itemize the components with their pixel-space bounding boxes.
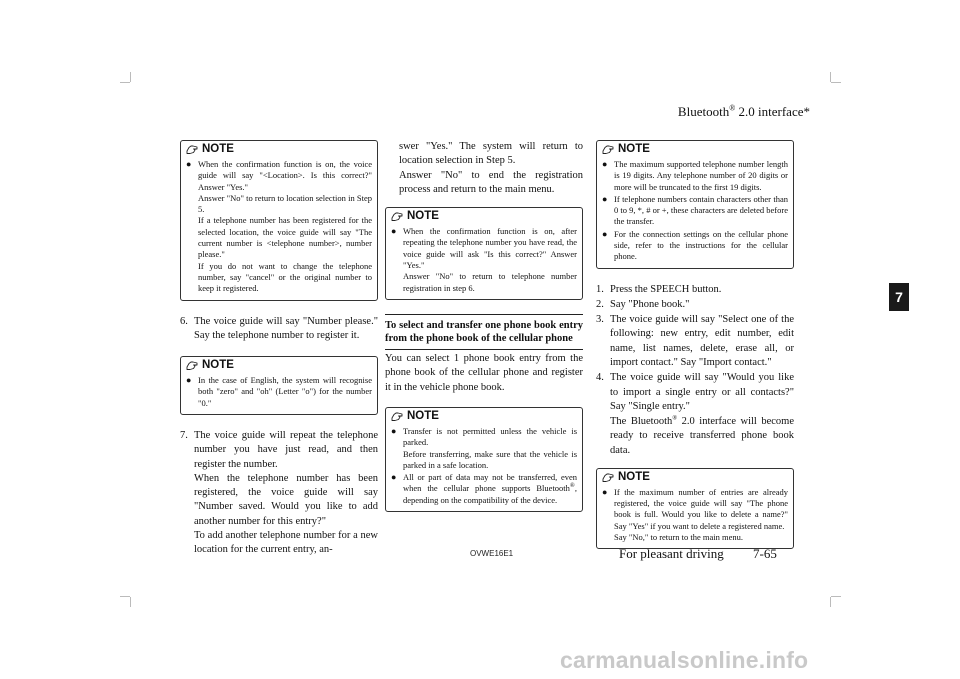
bullet-icon: ● [602,193,608,204]
step-number: 6. [180,315,188,327]
pointing-hand-icon [602,144,614,155]
note-title: NOTE [202,358,234,371]
note-text: For the connection settings on the cellular phone side, refer to the instructions for the cellular phone. [614,228,788,262]
note-text: Answer "No" to return to location selection in Step 5. [198,192,372,215]
pointing-hand-icon [391,411,403,422]
note-header [391,408,577,425]
note-title: NOTE [407,409,439,422]
note-title: NOTE [202,142,234,155]
step-6 [180,315,378,344]
note-title: NOTE [618,142,650,155]
bullet-icon: ● [602,159,608,169]
note-text: If you do not want to change the telephone number, say "cancel" or the original number to keep it registered. [198,260,372,294]
crop-mark [120,596,130,597]
bullet-icon: ● [391,472,397,483]
note-header [186,141,372,158]
note-title: NOTE [618,470,650,483]
note-text: When the confirmation function is on, the voice guide will say "<Location>. Is this correct?" Answer "Yes." [198,159,372,192]
note-header [186,357,372,374]
note-text: Say "No," to return to the main menu. [614,532,743,543]
step-text: The Bluetooth® 2.0 interface will become ready to receive transferred phone book data. [610,414,794,456]
chapter-tab: 7 [889,283,909,311]
note-box [596,140,794,269]
column-3 [596,140,794,563]
crop-mark [831,596,841,597]
step-4-continued [596,415,794,458]
crop-mark [830,597,831,607]
note-text: If the maximum number of entries are already registered, the voice guide will say "The phone book is full. Would you like to delete a name?" Say "Yes" if you want to delete a registered name. [614,486,788,531]
crop-mark [120,82,130,83]
note-box [180,140,378,301]
continued-step [385,140,583,197]
step-1 [596,283,794,297]
bullet-icon: ● [391,425,397,436]
note-text: Before transferring, make sure that the vehicle is parked in a safe location. [403,448,577,470]
pointing-hand-icon [602,472,614,483]
column-2 [385,140,583,526]
bullet-icon: ● [391,226,397,237]
document-code: OVWE16E1 [470,549,514,558]
step-number: 7. [180,429,188,441]
pointing-hand-icon [186,144,198,155]
step-text: The voice guide will say "Would you like to import a single entry or all contacts?" Say "Single entry." [610,372,794,412]
step-number: 2. [596,298,604,310]
note-item [602,487,788,543]
note-text: All or part of data may not be transferred, even when the cellular phone supports Bluetooth®, depending on the compatibility of the device. [403,472,577,505]
watermark[interactable]: carmanualsonline.info [560,647,809,673]
note-text: If telephone numbers contain characters other than 0 to 9, *, # or +, these characters are deleted before the transfer. [614,193,788,227]
intro-paragraph: You can select 1 phone book entry from the phone book of the cellular phone and register it in the vehicle phone book. [385,353,583,393]
note-item [602,159,788,193]
note-header [391,208,577,225]
note-text: In the case of English, the system will recognise both "zero" and "oh" (Letter "o") for the number "0." [198,375,372,408]
note-box [385,207,583,300]
step-text: The voice guide will say "Select one of the following: new entry, edit number, edit name, list names, delete, erase all, or import contact." Say "Import contact." [610,314,794,368]
section-name: For pleasant driving [619,546,724,561]
step-text: Say "Phone book." [610,298,690,310]
note-item [391,226,577,294]
step-4 [596,371,794,414]
note-item [602,194,788,228]
note-title: NOTE [407,209,439,222]
step-7 [180,429,378,557]
step-text: To add another telephone number for a new location for the current entry, an- [194,529,378,556]
note-item [391,426,577,471]
column-1 [180,140,378,570]
note-item [391,472,577,506]
step-text: Answer "No" to end the registration process and return to the main menu. [399,169,583,195]
page-number: 7-65 [753,546,777,561]
step-number: 4. [596,372,604,384]
step-text: swer "Yes." The system will return to location selection in Step 5. [399,141,583,167]
note-item [602,229,788,263]
note-header [602,469,788,486]
note-text: If a telephone number has been registered for the selected location, the voice guide will say "The current number is <telephone number>, number please." [198,215,372,260]
crop-mark [831,82,841,83]
note-text: Answer "No" to return to telephone number registration in step 6. [403,271,577,293]
bullet-icon: ● [186,159,192,169]
running-header: Bluetooth® 2.0 interface* [677,103,810,119]
step-2 [596,298,794,312]
bullet-icon: ● [602,486,608,497]
note-text: Transfer is not permitted unless the vehicle is parked. [403,425,577,448]
pointing-hand-icon [186,360,198,371]
crop-mark [130,72,131,82]
note-text: When the confirmation function is on, after repeating the telephone number you have read, the voice guide will ask "Is this correct?" Answer "Yes." [403,226,577,270]
step-text: When the telephone number has been registered, the voice guide will say "Number saved. Would you like to add another number for this entry?" [194,472,378,527]
step-text: The voice guide will repeat the telephone number you have just read, and then register the number. [194,429,378,470]
note-header [602,141,788,158]
crop-mark [830,72,831,82]
note-item [186,375,372,409]
note-box [596,468,794,549]
bullet-icon: ● [186,375,192,386]
step-3 [596,313,794,370]
note-item [186,159,372,295]
bullet-icon: ● [602,228,608,239]
note-text: The maximum supported telephone number length is 19 digits. Any telephone number of 20 digits or more will be truncated to the first 19 digits. [614,159,788,192]
note-box [385,407,583,512]
pointing-hand-icon [391,211,403,222]
step-text: The voice guide will say "Number please." Say the telephone number to register it. [194,315,378,341]
step-number: 3. [596,314,604,326]
crop-mark [130,597,131,607]
step-text: Press the SPEECH button. [610,283,722,295]
note-box [180,356,378,415]
step-number: 1. [596,283,604,295]
section-heading: To select and transfer one phone book entry from the phone book of the cellular phone [385,314,583,350]
